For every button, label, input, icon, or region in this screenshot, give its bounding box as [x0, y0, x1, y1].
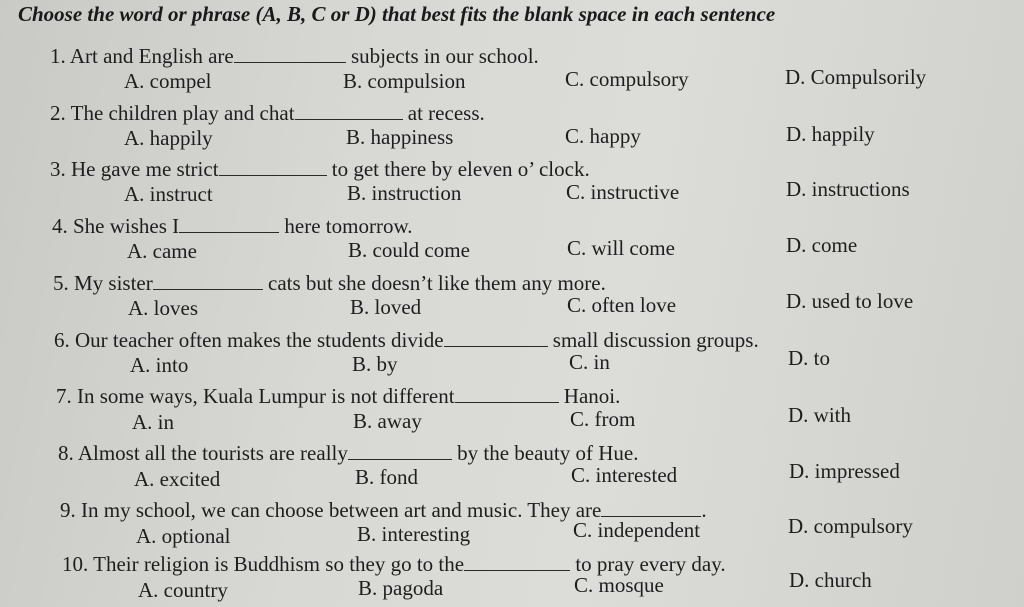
answer-blank	[295, 98, 403, 120]
option-c: C. happy	[565, 124, 641, 148]
option-b: B. fond	[355, 465, 418, 489]
question-2	[50, 98, 485, 126]
question-text-after: subjects in our school.	[350, 44, 539, 68]
question-3	[50, 154, 590, 182]
option-c: C. instructive	[566, 180, 680, 204]
option-d: D. Compulsorily	[785, 65, 927, 89]
question-text-before: 9. In my school, we can choose between art and music. They are	[60, 498, 602, 522]
answer-blank	[464, 549, 570, 571]
option-c: C. compulsory	[565, 67, 689, 91]
answer-blank	[153, 268, 263, 290]
option-d: D. instructions	[786, 177, 910, 201]
option-b: B. could come	[348, 238, 470, 262]
option-d: D. to	[788, 346, 830, 370]
option-d: D. come	[786, 233, 858, 257]
question-text-after: small discussion groups.	[552, 328, 759, 352]
option-d: D. compulsory	[788, 514, 913, 538]
option-c: C. mosque	[574, 573, 664, 597]
option-d: D. happily	[786, 122, 875, 146]
answer-blank	[179, 211, 279, 233]
question-text-after: to get there by eleven o’ clock.	[331, 157, 590, 181]
option-a: A. came	[127, 239, 197, 263]
option-b: B. away	[353, 409, 422, 433]
option-b: B. instruction	[347, 181, 462, 205]
option-a: A. in	[132, 410, 174, 434]
option-b: B. interesting	[357, 522, 471, 546]
question-text-before: 2. The children play and chat	[50, 101, 295, 125]
answer-blank	[348, 438, 452, 460]
instruction-heading: Choose the word or phrase (A, B, C or D) that best fits the blank space in each sentence	[18, 2, 776, 26]
option-c: C. from	[570, 407, 636, 431]
question-text-after: .	[701, 498, 707, 522]
question-5	[53, 268, 606, 296]
option-d: D. with	[788, 403, 851, 427]
option-a: A. compel	[124, 69, 212, 93]
answer-blank	[444, 325, 548, 347]
question-8	[58, 438, 638, 466]
option-a: A. happily	[124, 126, 213, 150]
question-text-before: 8. Almost all the tourists are really	[58, 441, 348, 465]
question-text-before: 10. Their religion is Buddhism so they go to the	[62, 552, 465, 576]
question-text-after: Hanoi.	[563, 384, 621, 408]
option-c: C. often love	[567, 293, 677, 317]
option-d: D. used to love	[786, 289, 914, 313]
option-b: B. loved	[350, 295, 422, 319]
option-c: C. interested	[571, 463, 678, 487]
question-text-after: at recess.	[407, 101, 485, 125]
option-a: A. country	[138, 578, 228, 602]
option-a: A. optional	[136, 524, 231, 548]
question-7	[56, 381, 620, 409]
question-4	[52, 211, 413, 239]
answer-blank	[234, 41, 346, 63]
option-c: C. in	[569, 350, 610, 374]
question-text-before: 6. Our teacher often makes the students divide	[54, 328, 444, 352]
option-b: B. happiness	[346, 125, 454, 149]
answer-blank	[455, 381, 559, 403]
question-text-before: 4. She wishes I	[52, 214, 180, 238]
option-a: A. instruct	[124, 182, 213, 206]
question-6	[54, 325, 759, 353]
answer-blank	[601, 495, 701, 517]
option-c: C. independent	[573, 518, 701, 542]
option-b: B. pagoda	[358, 576, 444, 600]
question-text-after: to pray every day.	[575, 552, 726, 576]
question-text-after: by the beauty of Hue.	[457, 441, 639, 465]
option-a: A. into	[130, 353, 189, 377]
question-text-before: 3. He gave me strict	[50, 157, 219, 181]
option-b: B. by	[352, 352, 398, 376]
question-text-after: here tomorrow.	[284, 214, 413, 238]
question-text-before: 7. In some ways, Kuala Lumpur is not different	[56, 384, 455, 408]
option-d: D. church	[789, 568, 872, 592]
answer-blank	[219, 154, 327, 176]
option-b: B. compulsion	[343, 69, 466, 93]
option-d: D. impressed	[789, 459, 900, 483]
question-text-before: 5. My sister	[53, 271, 153, 295]
option-a: A. loves	[128, 296, 198, 320]
question-1	[50, 41, 539, 69]
option-a: A. excited	[134, 467, 221, 491]
option-c: C. will come	[567, 236, 675, 260]
question-text-before: 1. Art and English are	[50, 44, 234, 68]
question-text-after: cats but she doesn’t like them any more.	[268, 271, 606, 295]
